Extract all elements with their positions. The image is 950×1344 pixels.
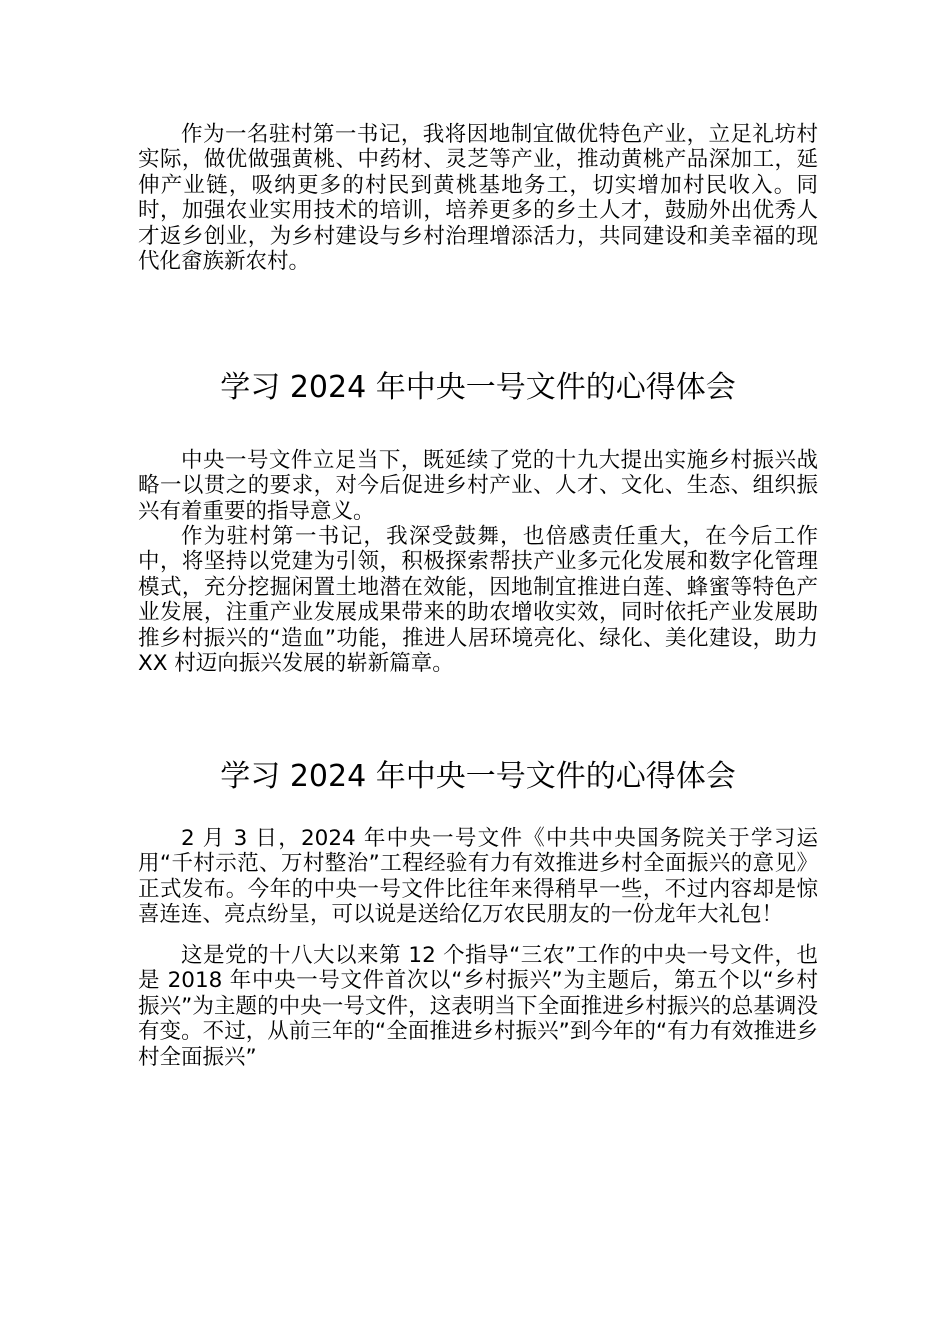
section-title: 学习 2024 年中央一号文件的心得体会 (220, 370, 736, 405)
body-paragraph: 中央一号文件立足当下，既延续了党的十九大提出实施乡村振兴战略一以贯之的要求，对今后促进乡村产业、人才、文化、生态、组织振兴有着重要的指导意义。 (138, 448, 818, 524)
body-paragraph: 2 月 3 日，2024 年中央一号文件《中共中央国务院关于学习运用“千村示范、万村整治”工程经验有力有效推进乡村全面振兴的意见》正式发布。今年的中央一号文件比往年来得稍早一些，不过内容却是惊喜连连、亮点纷呈，可以说是送给亿万农民朋友的一份龙年大礼包！ (138, 826, 818, 928)
body-paragraph: 作为驻村第一书记，我深受鼓舞，也倍感责任重大，在今后工作中，将坚持以党建为引领，积极探索帮扶产业多元化发展和数字化管理模式，充分挖掘闲置土地潜在效能，因地制宜推进白莲、蜂蜜等特色产业发展，注重产业发展成果带来的助农增收实效，同时依托产业发展助推乡村振兴的“造血”功能，推进人居环境亮化、绿化、美化建设，助力 XX 村迈向振兴发展的崭新篇章。 (138, 524, 818, 677)
body-paragraph: 作为一名驻村第一书记，我将因地制宜做优特色产业，立足礼坊村实际，做优做强黄桃、中药材、灵芝等产业，推动黄桃产品深加工，延伸产业链，吸纳更多的村民到黄桃基地务工，切实增加村民收入。同时，加强农业实用技术的培训，培养更多的乡土人才，鼓励外出优秀人才返乡创业，为乡村建设与乡村治理增添活力，共同建设和美幸福的现代化畲族新农村。 (138, 122, 818, 275)
body-paragraph: 这是党的十八大以来第 12 个指导“三农”工作的中央一号文件，也是 2018 年中央一号文件首次以“乡村振兴”为主题后，第五个以“乡村振兴”为主题的中央一号文件，这表明当下全面推进乡村振兴的总基调没有变。不过，从前三年的“全面推进乡村振兴”到今年的“有力有效推进乡村全面振兴” (138, 943, 818, 1070)
section-title: 学习 2024 年中央一号文件的心得体会 (220, 759, 736, 794)
